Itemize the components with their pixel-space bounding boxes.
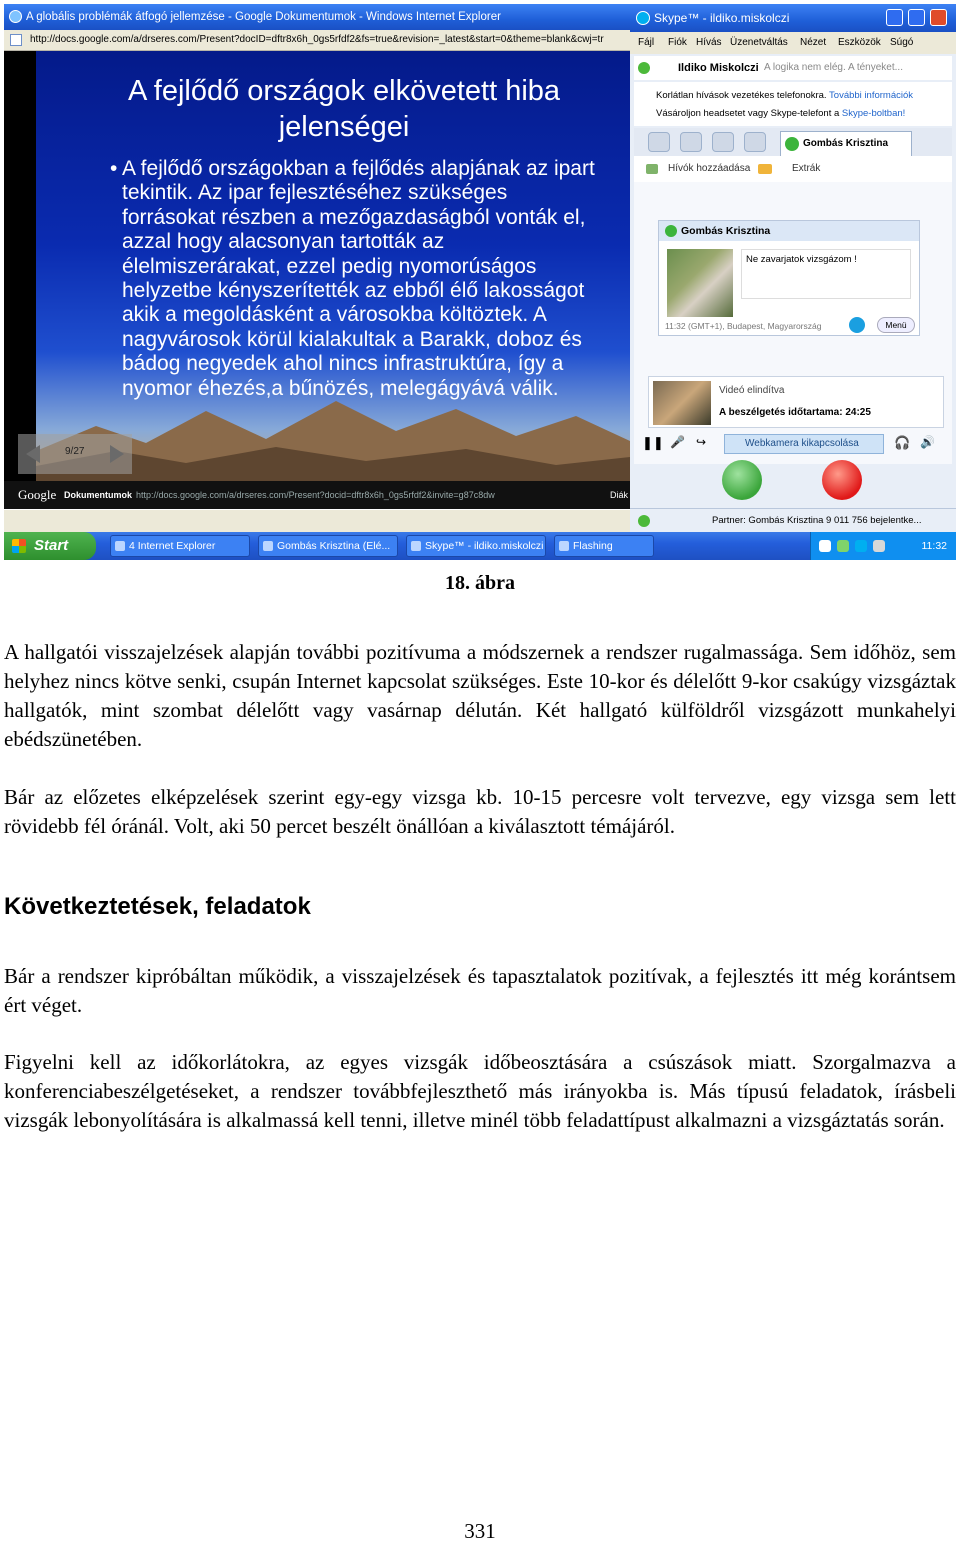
ie-logo-icon — [9, 10, 22, 23]
history-tab-icon[interactable] — [744, 132, 766, 152]
docs-label: Dokumentumok — [64, 490, 133, 500]
minimize-icon[interactable] — [886, 9, 903, 26]
menu-help[interactable]: Súgó — [890, 37, 914, 48]
webcam-preview — [653, 381, 711, 425]
windows-logo-icon — [12, 539, 26, 553]
windows-taskbar — [4, 532, 956, 560]
figure-screenshot — [4, 4, 956, 560]
slide-navigation — [18, 434, 132, 474]
slide-bullet-text: A fejlődő országokban a fejlődés alapjának az ipart tekintik. Az ipar fejlesztéséhez szükséges forrásokat részben a mezőgazdaságból vonták el, azzal hogy alacsonyan tartották az élelmiszerárakat, ezzel pedig nyomorúságos helyzetbe kényszerítették az ebből élő lakosságot akik a megoldásként a városokba költöztek. A nagyvárosok körül kialakultak a Barakk, doboz és bádog negyedek ahol nincs infrastruktúra, így a nyomor éhezés,a bűnözés, melegágyává válik. — [122, 157, 595, 400]
call-duration-label: A beszélgetés időtartama: 24:25 — [719, 407, 871, 418]
start-button[interactable]: Start — [4, 532, 96, 560]
skype-promo — [634, 82, 952, 126]
pause-icon[interactable]: ❚❚ — [642, 435, 664, 450]
clock: 11:32 — [921, 540, 947, 552]
bullet-dot-icon: • — [110, 157, 118, 180]
tray-icon[interactable] — [855, 540, 867, 552]
skype-title-bar — [630, 4, 956, 32]
settings-tab-icon[interactable] — [712, 132, 734, 152]
chat-menu-button[interactable]: Menü — [877, 317, 915, 333]
headset-icon[interactable]: 🎧 — [894, 435, 911, 450]
close-icon[interactable] — [930, 9, 947, 26]
figure-caption: 18. ábra — [445, 572, 515, 594]
partner-info: Partner: Gombás Krisztina 9 011 756 bejelentke... — [712, 515, 922, 526]
call-icon — [785, 137, 799, 151]
menu-tools[interactable]: Eszközök — [838, 37, 881, 48]
transfer-icon[interactable]: ↪ — [696, 435, 707, 449]
promo-line-2: Vásároljon headsetet vagy Skype-telefont a Skype-boltban! — [656, 108, 906, 119]
volume-icon[interactable]: 🔊 — [920, 435, 935, 449]
online-status-icon[interactable] — [638, 62, 650, 74]
ie-address-bar[interactable] — [4, 30, 630, 51]
mute-icon[interactable]: 🎤 — [670, 435, 685, 449]
tray-icon[interactable] — [873, 540, 885, 552]
answer-call-icon[interactable] — [722, 460, 762, 500]
taskbar-ie-button[interactable]: 4 Internet Explorer — [110, 535, 250, 557]
menu-account[interactable]: Fiók — [668, 37, 687, 48]
hang-up-icon[interactable] — [822, 460, 862, 500]
page-number: 331 — [464, 1519, 496, 1543]
chat-message: Ne zavarjatok vizsgázom ! — [741, 249, 911, 299]
promo-line-1: Korlátlan hívások vezetékes telefonokra. További információk — [656, 90, 914, 101]
ie-title-bar — [4, 4, 630, 30]
call-panel — [648, 376, 944, 428]
taskbar-flashing-button[interactable]: Flashing — [554, 535, 654, 557]
prev-slide-icon[interactable] — [26, 445, 40, 463]
skype-window — [630, 4, 956, 532]
chat-contact-name: Gombás Krisztina — [681, 225, 771, 237]
presentation-slide — [4, 51, 630, 481]
contact-photo — [667, 249, 733, 317]
skype-logo-icon — [636, 11, 650, 25]
docs-url[interactable]: http://docs.google.com/a/drseres.com/Present?docid=dftr8x6h_0gs5rfdf2&invite=g87c8dw — [136, 490, 495, 500]
add-caller-icon — [646, 164, 658, 174]
slide-title: A fejlődő országok elkövetett hiba jelenségei — [127, 75, 561, 143]
profile-name: Ildiko Miskolczi — [678, 62, 759, 74]
menu-file[interactable]: Fájl — [638, 37, 655, 48]
phone-tab-icon[interactable] — [680, 132, 702, 152]
slide-counter: 9/27 — [65, 446, 85, 457]
call-controls — [640, 432, 946, 456]
webcam-off-button[interactable]: Webkamera kikapcsolása — [724, 434, 884, 454]
skype-profile[interactable] — [634, 56, 952, 80]
paragraph-3: Bár a rendszer kipróbáltan működik, a visszajelzések és tapasztalatok pozitívak, a fejlesztés itt még korántsem ért véget. — [4, 964, 956, 1017]
contacts-tab-icon[interactable] — [648, 132, 670, 152]
section-heading: Következtetések, feladatok — [4, 893, 311, 920]
paragraph-4: Figyelni kell az időkorlátokra, az egyes vizsgák időbeosztására a csúszások miatt. Szorgalmazva a konferenciabeszélgetéseket, a rendszer továbbfejleszthető más irányokba is. Más típusú feladatok, írásbeli vizsgák lebonyolítására is alkalmassá kell tenni, illetve minél több feladattípust alkalmazni a vizsgáztatás során. — [4, 1050, 956, 1132]
chat-footer: 11:32 (GMT+1), Budapest, Magyarország — [665, 321, 822, 331]
google-docs-bar — [4, 481, 630, 509]
ie-status-bar — [4, 509, 630, 533]
next-slide-icon[interactable] — [110, 445, 124, 463]
promo-link-2[interactable]: Skype-boltban! — [841, 108, 906, 119]
slides-link[interactable]: Diák — [610, 490, 629, 500]
tray-icon[interactable] — [819, 540, 831, 552]
paragraph-2: Bár az előzetes elképzelések szerint egy-egy vizsga kb. 10-15 percesre volt tervezve, egy vizsga sem lett rövidebb fél óránál. Volt, aki 50 percet beszélt önállóan a kiválasztott témájáról. — [4, 785, 956, 838]
add-callers-button[interactable]: Hívók hozzáadása — [668, 163, 751, 174]
tab-active-contact[interactable]: Gombás Krisztina — [780, 131, 912, 157]
microphone-icon[interactable] — [849, 317, 865, 333]
ie-window-title: A globális problémák átfogó jellemzése - Google Dokumentumok - Windows Internet Explorer — [26, 11, 501, 23]
taskbar-skype-button[interactable]: Skype™ - ildiko.miskolczi — [406, 535, 546, 557]
skype-menu-bar — [630, 32, 956, 54]
promo-link-1[interactable]: További információk — [829, 90, 914, 101]
taskbar-chat-button[interactable]: Gombás Krisztina (Elé... — [258, 535, 398, 557]
skype-tabs — [634, 128, 952, 156]
contact-status-icon — [665, 225, 677, 237]
profile-mood[interactable]: A logika nem elég. A tényeket... — [764, 62, 903, 73]
page-icon — [10, 34, 22, 46]
chat-header — [659, 221, 919, 241]
status-icon[interactable] — [638, 515, 650, 527]
maximize-icon[interactable] — [908, 9, 925, 26]
chat-panel — [658, 220, 920, 336]
menu-view[interactable]: Nézet — [800, 37, 827, 48]
system-tray — [810, 532, 956, 560]
menu-call[interactable]: Hívás — [696, 37, 722, 48]
ie-window — [4, 4, 630, 532]
video-started-label: Videó elindítva — [719, 385, 785, 396]
skype-window-title: Skype™ - ildiko.miskolczi — [654, 11, 790, 25]
skype-status-bar — [630, 508, 956, 533]
extras-button[interactable]: Extrák — [792, 163, 821, 174]
menu-messaging[interactable]: Üzenetváltás — [730, 37, 788, 48]
paragraph-1: A hallgatói visszajelzések alapján további pozitívuma a módszernek a rendszer rugalmassága. Sem időhöz, sem helyhez nincs kötve senki, csupán Internet kapcsolat szükséges. Este 10-kor és délelőtt 9-kor csakúgy vizsgáztak hallgatók, mint szombat délelőtt vagy vasárnap délután. Két hallgató külföldről vizsgázott munkahelyi ebédszünetében. — [4, 640, 956, 751]
ie-address-text[interactable]: http://docs.google.com/a/drseres.com/Present?docID=dftr8x6h_0gs5rfdf2&fs=true&revision=_latest&start=0&theme=blank&cwj=tr — [30, 34, 604, 45]
google-logo: Google — [18, 487, 57, 502]
tray-icon[interactable] — [837, 540, 849, 552]
skype-toolbar — [634, 156, 952, 182]
slide-bullet — [110, 157, 602, 401]
extras-icon — [758, 164, 772, 174]
